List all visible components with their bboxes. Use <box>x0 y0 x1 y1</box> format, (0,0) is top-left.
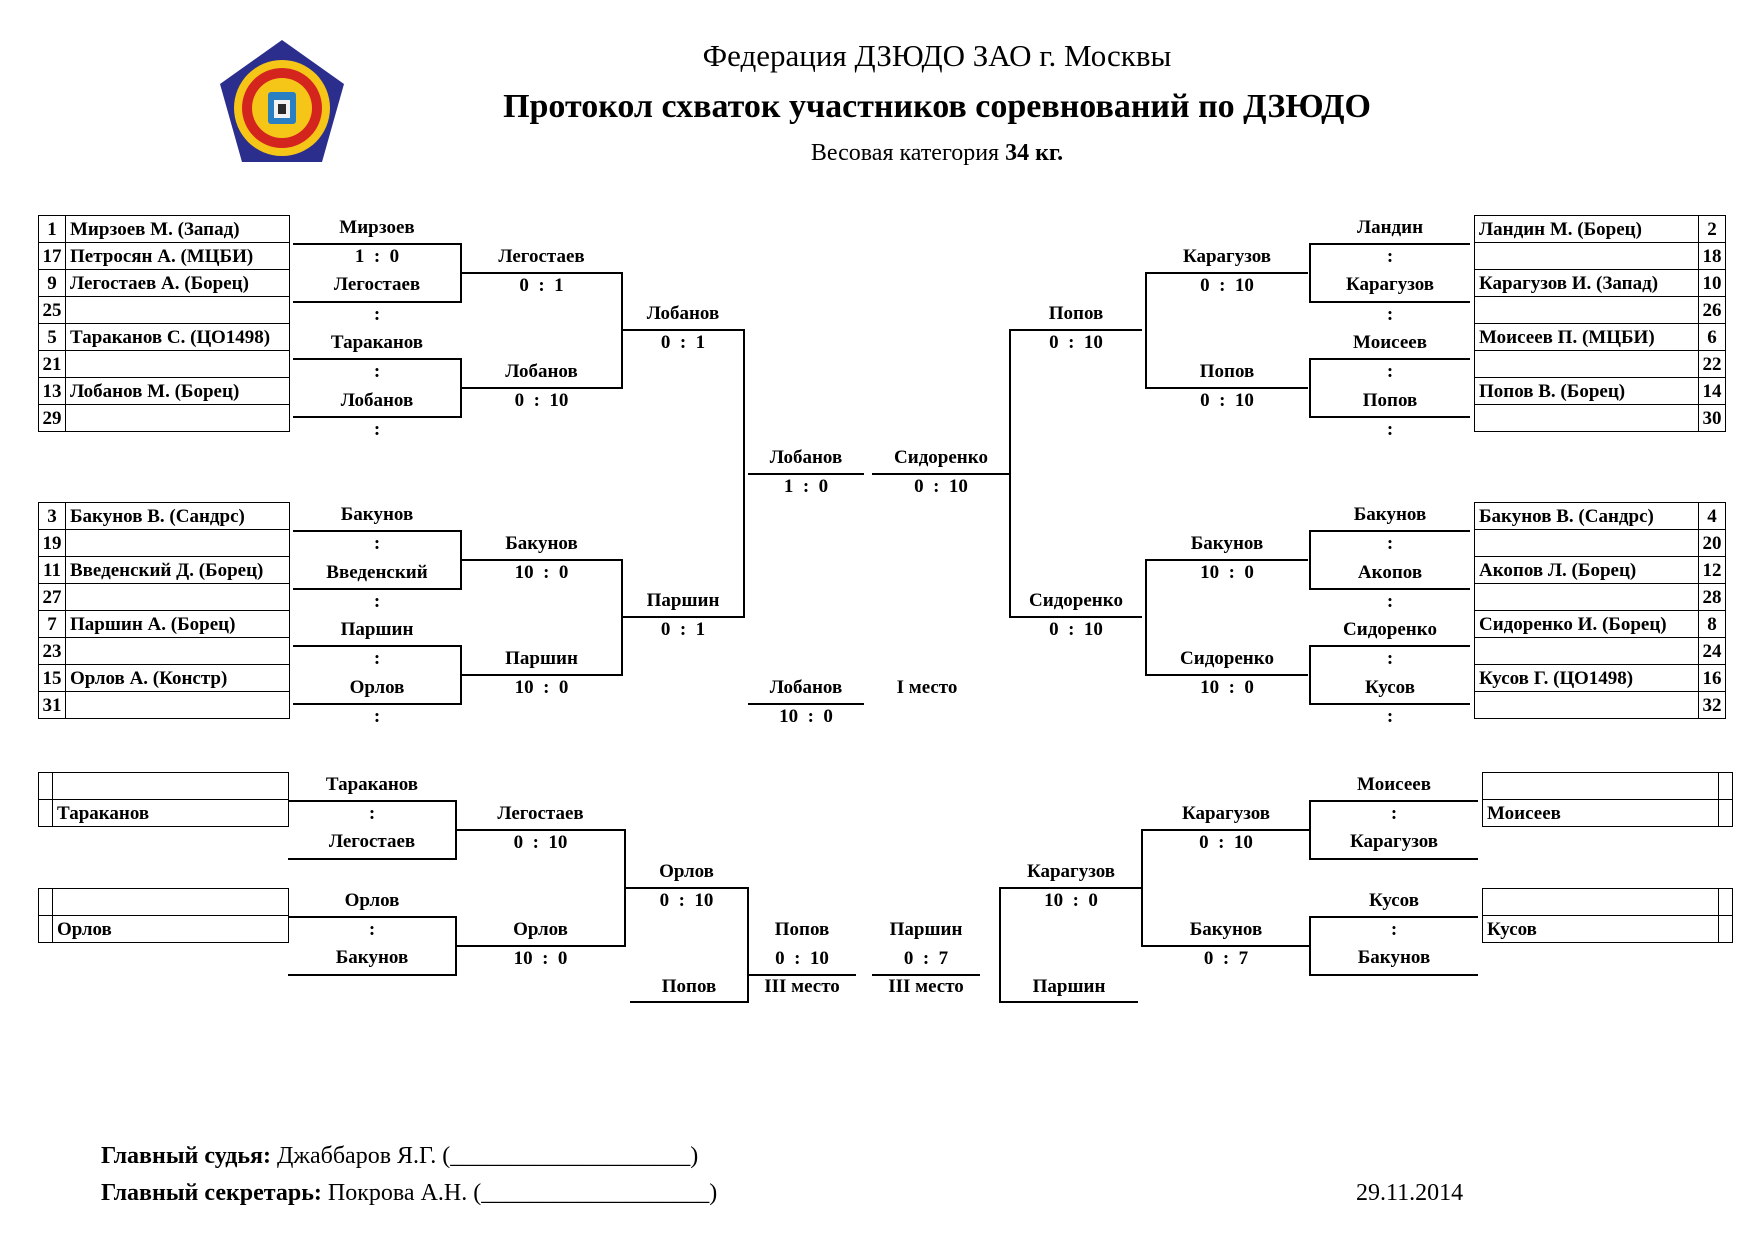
left-r2-winner: Паршин <box>505 648 578 669</box>
right-r1-winner: Попов <box>1362 390 1418 411</box>
left-r2-winner: Легостаев <box>498 246 585 267</box>
bronze-left-winner: Попов <box>774 919 830 940</box>
right-r3-winner: Попов <box>1048 303 1104 324</box>
right-r1-score: : <box>1386 591 1394 612</box>
bronze-right-score: 0 : 7 <box>903 948 949 969</box>
left-r2-score: 0 : 10 <box>514 390 569 411</box>
repechage-right-b2-score: : <box>1390 919 1398 940</box>
right-r1-winner: Ландин <box>1356 217 1424 238</box>
right-r1-score: : <box>1386 648 1394 669</box>
seed-number: 25 <box>39 297 66 324</box>
repechage-right-b1-score: : <box>1390 803 1398 824</box>
right-r3-score: 0 : 10 <box>1049 619 1103 640</box>
seed-number: 28 <box>1699 584 1726 611</box>
chief-secretary <box>101 1180 717 1207</box>
seed-number: 21 <box>39 351 66 378</box>
page-title: Протокол схваток участников соревнований по ДЗЮДО <box>503 88 1371 125</box>
left-r1-score: : <box>373 591 381 612</box>
left-final-score: 1 : 0 <box>783 476 829 497</box>
repechage-left-r3-bottom: Попов <box>661 976 717 997</box>
first-place-label: I место <box>896 677 958 698</box>
weight-category-value: 34 кг. <box>1005 140 1064 166</box>
right-r1-winner: Акопов <box>1357 562 1423 583</box>
right-r2-score: 0 : 10 <box>1200 275 1254 296</box>
seed-number: 9 <box>39 270 66 297</box>
seed-number: 3 <box>39 503 66 530</box>
right-r2-score: 0 : 10 <box>1200 390 1254 411</box>
participant-name: Бакунов В. (Сандрс) <box>1475 503 1699 530</box>
right-r3-score: 0 : 10 <box>1049 332 1103 353</box>
left-r2-winner: Лобанов <box>505 361 578 382</box>
repechage-right-r2a-winner: Карагузов <box>1181 803 1271 824</box>
participant-name: Лобанов М. (Борец) <box>66 378 290 405</box>
right-r3-lines <box>1010 330 1142 617</box>
repechage-left-r2b-winner: Орлов <box>513 919 568 940</box>
left-final-winner: Лобанов <box>769 447 843 468</box>
left-r3-winner: Паршин <box>646 590 720 611</box>
bronze-left-place: III место <box>764 976 840 997</box>
seed-number: 12 <box>1699 557 1726 584</box>
left-r1-score: : <box>373 304 381 325</box>
right-r1-score: : <box>1386 361 1394 382</box>
seed-number: 15 <box>39 665 66 692</box>
seed-number: 18 <box>1699 243 1726 270</box>
participant-name: Орлов А. (Констр) <box>66 665 290 692</box>
repechage-left-b2-bottom: Бакунов <box>335 947 409 968</box>
participant-name: Моисеев П. (МЦБИ) <box>1475 324 1699 351</box>
repechage-right-b1-top: Моисеев <box>1357 774 1431 795</box>
left-r1-winner: Орлов <box>349 677 405 698</box>
final-score: 10 : 0 <box>779 706 833 727</box>
seed-number: 16 <box>1699 665 1726 692</box>
participant-name: Кусов <box>1483 916 1719 943</box>
left-r1-score: : <box>373 706 381 727</box>
chief-judge <box>101 1143 698 1170</box>
seed-number: 2 <box>1699 216 1726 243</box>
federation-name: Федерация ДЗЮДО ЗАО г. Москвы <box>702 38 1172 73</box>
seed-number: 4 <box>1699 503 1726 530</box>
right-r2-winner: Попов <box>1199 361 1255 382</box>
repechage-right-b2-top: Кусов <box>1369 890 1419 911</box>
repechage-left-b1-bottom: Легостаев <box>328 831 416 852</box>
left-r2-score: 0 : 1 <box>519 275 564 296</box>
participant-name: Попов В. (Борец) <box>1475 378 1699 405</box>
bronze-right-place: III место <box>888 976 964 997</box>
document-date: 29.11.2014 <box>1356 1180 1464 1206</box>
repechage-left-r3-score: 0 : 10 <box>659 890 714 911</box>
participant-name: Тараканов <box>53 800 289 827</box>
participant-name: Бакунов В. (Сандрс) <box>66 503 290 530</box>
chief-judge-label: Главный судья: <box>101 1143 272 1169</box>
final-winner: Лобанов <box>769 677 843 698</box>
participant-name: Кусов Г. (ЦО1498) <box>1475 665 1699 692</box>
left-r1-winner: Легостаев <box>333 274 421 295</box>
seed-number: 8 <box>1699 611 1726 638</box>
right-r2-score: 10 : 0 <box>1200 562 1254 583</box>
participant-name: Орлов <box>53 916 289 943</box>
repechage-left-b2-score: : <box>368 919 376 940</box>
participant-name: Карагузов И. (Запад) <box>1475 270 1699 297</box>
right-r1-winner: Сидоренко <box>1343 619 1437 640</box>
participant-name: Петросян А. (МЦБИ) <box>66 243 290 270</box>
seed-number: 24 <box>1699 638 1726 665</box>
repechage-right-r2b-winner: Бакунов <box>1189 919 1263 940</box>
repechage-right-r2b-score: 0 : 7 <box>1203 948 1249 969</box>
participant-name: Введенский Д. (Борец) <box>66 557 290 584</box>
weight-category-label: Весовая категория <box>810 140 1000 166</box>
right-r1-winner: Кусов <box>1365 677 1415 698</box>
repechage-left-b1-top: Тараканов <box>325 774 419 795</box>
seed-number: 22 <box>1699 351 1726 378</box>
seed-number: 30 <box>1699 405 1726 432</box>
left-r2-winner: Бакунов <box>505 533 578 554</box>
left-r1-score: : <box>373 361 381 382</box>
left-r1-score: 1 : 0 <box>354 246 400 267</box>
participant-name: Тараканов С. (ЦО1498) <box>66 324 290 351</box>
bronze-right-winner: Паршин <box>889 919 963 940</box>
repechage-right-r3-score: 10 : 0 <box>1044 890 1098 911</box>
left-r3-winner: Лобанов <box>646 303 720 324</box>
chief-secretary-name: Покрова А.Н. (___________________) <box>327 1180 718 1206</box>
seed-number: 11 <box>39 557 66 584</box>
seed-number: 29 <box>39 405 66 432</box>
bronze-left-score: 0 : 10 <box>775 948 829 969</box>
right-r1-winner: Моисеев <box>1353 332 1427 353</box>
left-r1-winner: Мирзоев <box>339 217 415 238</box>
chief-judge-name: Джаббаров Я.Г. (____________________) <box>277 1143 699 1169</box>
seed-number: 14 <box>1699 378 1726 405</box>
left-r1-winner: Тараканов <box>330 332 424 353</box>
left-r1-score: : <box>373 533 381 554</box>
seed-number: 13 <box>39 378 66 405</box>
right-r2-winner: Карагузов <box>1182 246 1272 267</box>
right-r1-score: : <box>1386 304 1394 325</box>
right-r2-winner: Сидоренко <box>1180 648 1274 669</box>
right-r2-lines <box>1146 273 1308 675</box>
left-r2-lines <box>461 273 622 675</box>
repechage-left-b2-top: Орлов <box>344 890 400 911</box>
right-r1-score: : <box>1386 419 1394 440</box>
repechage-left-r3-winner: Орлов <box>659 861 714 882</box>
left-r1-winner: Бакунов <box>340 504 414 525</box>
seed-number: 7 <box>39 611 66 638</box>
seed-number: 6 <box>1699 324 1726 351</box>
seed-number: 32 <box>1699 692 1726 719</box>
seed-number: 27 <box>39 584 66 611</box>
repechage-left-r2a-score: 0 : 10 <box>513 832 568 853</box>
right-r1-winner: Бакунов <box>1353 504 1427 525</box>
right-r2-winner: Бакунов <box>1190 533 1264 554</box>
left-r1-score: : <box>373 419 381 440</box>
right-r1-winner: Карагузов <box>1345 274 1435 295</box>
chief-secretary-label: Главный секретарь: <box>101 1180 322 1206</box>
right-r3-winner: Сидоренко <box>1029 590 1123 611</box>
seed-number: 17 <box>39 243 66 270</box>
participant-name: Моисеев <box>1483 800 1719 827</box>
left-r2-score: 10 : 0 <box>514 677 569 698</box>
repechage-right-b2-bottom: Бакунов <box>1357 947 1431 968</box>
left-r1-winner: Паршин <box>340 619 414 640</box>
right-r2-score: 10 : 0 <box>1200 677 1254 698</box>
participant-name: Акопов Л. (Борец) <box>1475 557 1699 584</box>
left-r3-score: 0 : 1 <box>660 332 706 353</box>
repechage-left-r2a-winner: Легостаев <box>497 803 584 824</box>
left-r2-score: 10 : 0 <box>514 562 569 583</box>
repechage-left-r2b-score: 10 : 0 <box>513 948 568 969</box>
left-r3-lines <box>622 330 744 617</box>
repechage-right-r3-winner: Карагузов <box>1026 861 1116 882</box>
left-r1-winner: Лобанов <box>340 390 414 411</box>
right-r1-score: : <box>1386 706 1394 727</box>
right-final-winner: Сидоренко <box>894 447 988 468</box>
repechage-right-b1-bottom: Карагузов <box>1349 831 1439 852</box>
right-r1-score: : <box>1386 246 1394 267</box>
seed-number: 5 <box>39 324 66 351</box>
participant-name: Легостаев А. (Борец) <box>66 270 290 297</box>
right-r1-score: : <box>1386 533 1394 554</box>
participant-name: Мирзоев М. (Запад) <box>66 216 290 243</box>
seed-number: 23 <box>39 638 66 665</box>
left-r1-score: : <box>373 648 381 669</box>
seed-number: 31 <box>39 692 66 719</box>
repechage-right-r2a-score: 0 : 10 <box>1199 832 1253 853</box>
left-r1-winner: Введенский <box>326 562 428 583</box>
left-r3-score: 0 : 1 <box>660 619 706 640</box>
participant-name: Ландин М. (Борец) <box>1475 216 1699 243</box>
seed-number: 10 <box>1699 270 1726 297</box>
right-final-score: 0 : 10 <box>914 476 968 497</box>
participant-name: Паршин А. (Борец) <box>66 611 290 638</box>
seed-number: 26 <box>1699 297 1726 324</box>
participant-name: Сидоренко И. (Борец) <box>1475 611 1699 638</box>
seed-number: 1 <box>39 216 66 243</box>
seed-number: 19 <box>39 530 66 557</box>
seed-number: 20 <box>1699 530 1726 557</box>
repechage-right-r3-bottom: Паршин <box>1032 976 1106 997</box>
repechage-left-b1-score: : <box>368 803 376 824</box>
